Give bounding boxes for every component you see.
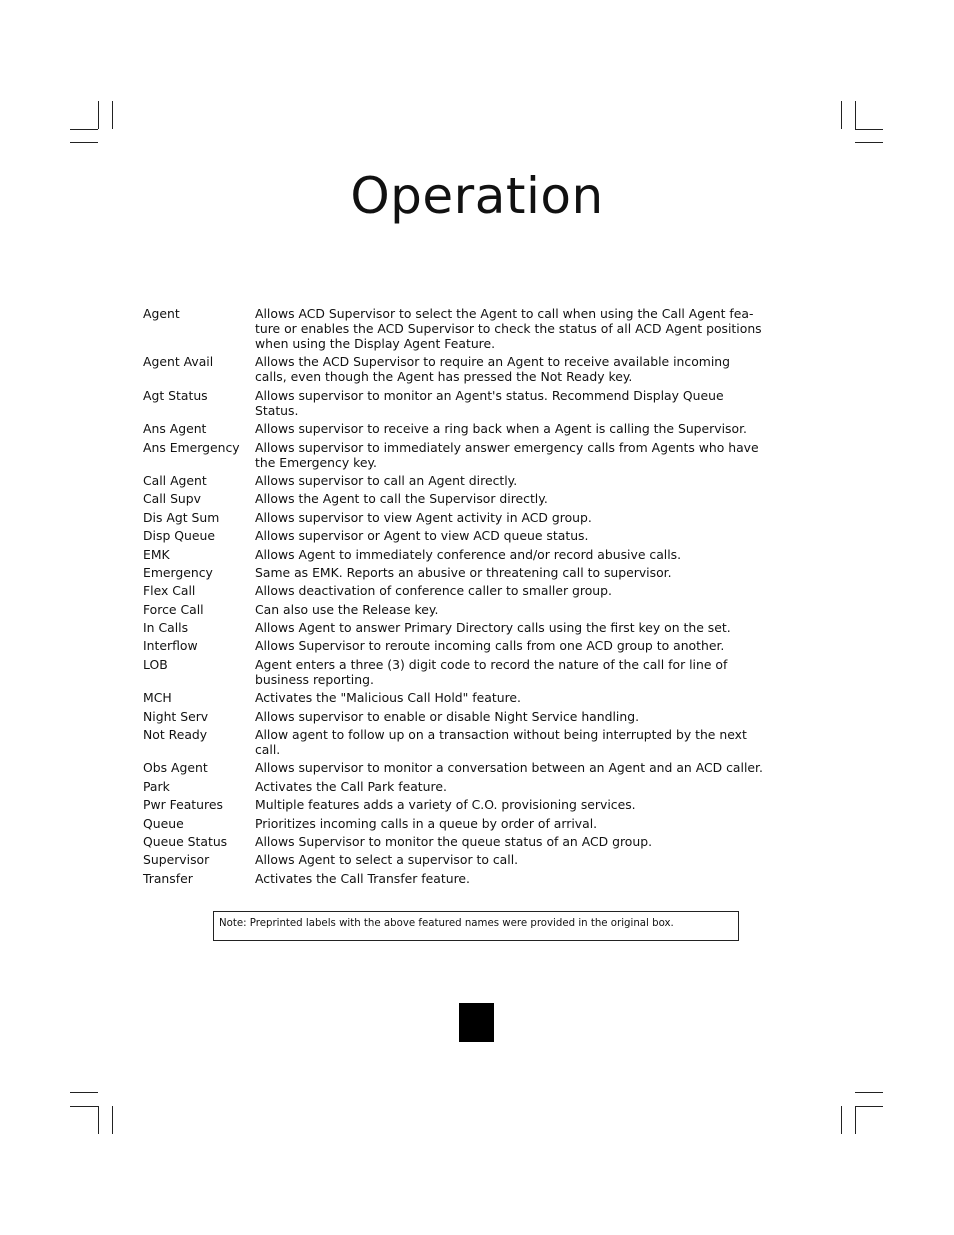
glossary-term: Agent <box>143 306 180 321</box>
glossary-description: Allows the Agent to call the Supervisor directly. <box>255 491 548 507</box>
crop-mark <box>841 1106 842 1134</box>
glossary-description: Allows supervisor to monitor an Agent's status. Recommend Display Queue Status. <box>255 387 724 418</box>
crop-mark <box>855 1106 856 1134</box>
glossary-term: Disp Queue <box>143 528 215 544</box>
crop-mark <box>841 101 842 129</box>
note-box: Note: Preprinted labels with the above featured names were provided in the original box. <box>213 911 739 941</box>
glossary-description: Allows supervisor to call an Agent directly. <box>255 472 518 488</box>
glossary-row <box>143 421 783 436</box>
glossary-term: Queue Status <box>143 833 228 849</box>
crop-mark <box>70 129 98 130</box>
glossary-term: MCH <box>143 690 172 706</box>
glossary-row <box>143 638 783 653</box>
crop-mark <box>98 1106 99 1134</box>
glossary-description: Same as EMK. Reports an abusive or threatening call to supervisor. <box>255 564 672 580</box>
crop-mark <box>98 101 99 129</box>
glossary-description: Activates the Call Transfer feature. <box>255 870 470 886</box>
glossary-term: EMK <box>143 546 170 562</box>
glossary-description: Allows supervisor to receive a ring back when a Agent is calling the Supervisor. <box>255 421 747 437</box>
crop-mark <box>855 1106 883 1107</box>
glossary-row <box>143 440 783 470</box>
glossary-description: Multiple features adds a variety of C.O. provisioning services. <box>255 797 636 813</box>
glossary-row <box>143 760 783 775</box>
page-number-tab <box>459 1003 494 1042</box>
glossary-term: Agt Status <box>143 387 208 403</box>
glossary-row <box>143 727 783 757</box>
glossary-description: Allows Supervisor to reroute incoming calls from one ACD group to another. <box>255 638 725 654</box>
glossary-term: Transfer <box>143 870 193 886</box>
glossary-row <box>143 690 783 705</box>
glossary-row <box>143 354 783 384</box>
glossary-row <box>143 834 783 849</box>
glossary-description: Allow agent to follow up on a transaction without being interrupted by the next call. <box>255 727 747 758</box>
crop-mark <box>70 142 98 143</box>
glossary-row <box>143 852 783 867</box>
glossary-term: Queue <box>143 815 184 831</box>
glossary-term: Pwr Features <box>143 797 223 813</box>
glossary-term: Not Ready <box>143 727 208 743</box>
glossary-term: Obs Agent <box>143 760 208 776</box>
glossary-row <box>143 816 783 831</box>
glossary-description: Allows supervisor to immediately answer emergency calls from Agents who have the Emergency key. <box>255 439 759 470</box>
glossary-row <box>143 657 783 687</box>
glossary-term: Ans Emergency <box>143 439 240 455</box>
glossary-description: Allows the ACD Supervisor to require an Agent to receive available incoming calls, even though the Agent has pressed the Not Ready key. <box>255 354 731 385</box>
glossary-row <box>143 620 783 635</box>
glossary-row <box>143 709 783 724</box>
crop-mark <box>70 1106 98 1107</box>
glossary-row <box>143 797 783 812</box>
glossary-row <box>143 602 783 617</box>
glossary-row <box>143 871 783 886</box>
glossary-term: LOB <box>143 656 168 672</box>
crop-mark <box>112 1106 113 1134</box>
glossary-description: Allows Agent to immediately conference and/or record abusive calls. <box>255 546 682 562</box>
glossary-description: Allows supervisor or Agent to view ACD queue status. <box>255 528 589 544</box>
glossary-term: Call Supv <box>143 491 201 507</box>
glossary-description: Allows supervisor to enable or disable Night Service handling. <box>255 708 640 724</box>
glossary-row <box>143 528 783 543</box>
glossary-term: Ans Agent <box>143 421 207 437</box>
glossary-row <box>143 388 783 418</box>
crop-mark <box>112 101 113 129</box>
glossary-term: Agent Avail <box>143 354 214 370</box>
glossary-description: Allows supervisor to monitor a conversation between an Agent and an ACD caller. <box>255 760 763 776</box>
glossary-description: Can also use the Release key. <box>255 601 439 617</box>
glossary-row <box>143 565 783 580</box>
glossary-term: Flex Call <box>143 583 196 599</box>
glossary-description: Allows supervisor to view Agent activity in ACD group. <box>255 509 592 525</box>
glossary-term: Night Serv <box>143 708 209 724</box>
crop-mark <box>855 1092 883 1093</box>
glossary-term: Park <box>143 778 170 794</box>
crop-mark <box>70 1092 98 1093</box>
glossary-term: Emergency <box>143 564 213 580</box>
glossary-row <box>143 779 783 794</box>
glossary-description: Allows deactivation of conference caller to smaller group. <box>255 583 612 599</box>
glossary-row <box>143 306 783 351</box>
crop-mark <box>855 101 856 129</box>
glossary-term: Dis Agt Sum <box>143 509 220 525</box>
crop-mark <box>855 129 883 130</box>
glossary-description: Activates the Call Park feature. <box>255 778 447 794</box>
glossary-description: Agent enters a three (3) digit code to record the nature of the call for line of business reporting. <box>255 656 728 687</box>
glossary-description: Prioritizes incoming calls in a queue by order of arrival. <box>255 815 598 831</box>
glossary-row <box>143 491 783 506</box>
glossary-row <box>143 510 783 525</box>
glossary-description: Allows Agent to answer Primary Directory calls using the first key on the set. <box>255 620 731 636</box>
glossary-term: Interflow <box>143 638 198 654</box>
glossary-row <box>143 547 783 562</box>
glossary-term: Call Agent <box>143 472 207 488</box>
glossary-term: Force Call <box>143 601 204 617</box>
glossary-description: Activates the "Malicious Call Hold" feature. <box>255 690 521 706</box>
glossary-row <box>143 583 783 598</box>
glossary-description: Allows ACD Supervisor to select the Agent to call when using the Call Agent fea- ture or enables the ACD Supervisor to check the status of all ACD Agent positions when using the Display Agent Feature. <box>255 306 762 351</box>
glossary-description: Allows Supervisor to monitor the queue status of an ACD group. <box>255 833 653 849</box>
feature-glossary <box>143 306 783 889</box>
crop-mark <box>855 142 883 143</box>
glossary-term: Supervisor <box>143 852 210 868</box>
glossary-row <box>143 473 783 488</box>
page-title: Operation <box>350 167 604 225</box>
glossary-term: In Calls <box>143 620 189 636</box>
glossary-description: Allows Agent to select a supervisor to call. <box>255 852 519 868</box>
